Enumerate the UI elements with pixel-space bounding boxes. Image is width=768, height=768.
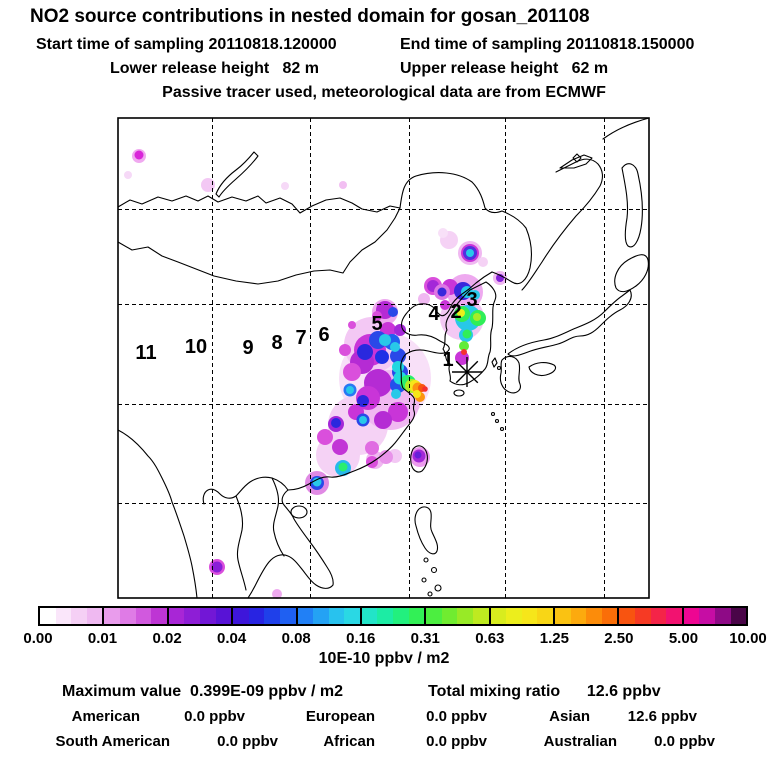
- colorbar-tick-label: 0.02: [152, 630, 182, 647]
- plume-blob: [281, 182, 289, 190]
- coastline-indochina: [248, 490, 333, 598]
- plume-blob: [365, 441, 379, 455]
- colorbar-cell: [602, 608, 618, 624]
- plume-blob: [339, 463, 348, 472]
- plume-blob: [339, 181, 347, 189]
- colorbar-cell: [264, 608, 280, 624]
- colorbar-tick-label: 0.31: [410, 630, 440, 647]
- plume-blob: [375, 350, 389, 364]
- total-mixing-ratio-text: Total mixing ratio 12.6 ppbv: [428, 683, 661, 700]
- colorbar-tick-label: 0.08: [281, 630, 311, 647]
- coastline-russia-top: [603, 118, 649, 139]
- colorbar: [38, 606, 748, 626]
- plume-blob: [466, 249, 474, 257]
- colorbar-cell: [715, 608, 731, 624]
- trajectory-marker-5: 5: [371, 313, 383, 335]
- colorbar-cell: [377, 608, 393, 624]
- colorbar-tick-label: 5.00: [668, 630, 699, 647]
- region-value-australian: 0.0 ppbv: [654, 733, 715, 750]
- trajectory-marker-1: 1: [442, 349, 454, 371]
- colorbar-cell: [344, 608, 360, 624]
- colorbar-tick-label: 10.00: [729, 630, 767, 647]
- region-value-african: 0.0 ppbv: [426, 733, 487, 750]
- colorbar-cell: [120, 608, 136, 624]
- plume-blob: [438, 288, 447, 297]
- trajectory-marker-2: 2: [450, 301, 462, 323]
- trajectory-marker-11: 11: [135, 342, 157, 364]
- island-dot: [428, 592, 432, 596]
- island-jeju: [454, 390, 464, 396]
- colorbar-cell: [360, 608, 378, 624]
- colorbar-tick-label: 1.25: [539, 630, 569, 647]
- colorbar-cell: [409, 608, 425, 624]
- plume-blob: [359, 416, 367, 424]
- upper-release-text: Upper release height 62 m: [400, 60, 609, 77]
- region-value-asian: 12.6 ppbv: [627, 708, 697, 725]
- region-label-african: African: [323, 733, 375, 750]
- island-dot: [424, 558, 428, 562]
- plume-blob: [438, 228, 448, 238]
- colorbar-tick-label: 2.50: [604, 630, 634, 647]
- trajectory-marker-4: 4: [428, 303, 440, 325]
- colorbar-cell: [313, 608, 329, 624]
- plume-blob: [473, 313, 481, 321]
- colorbar-cell: [424, 608, 442, 624]
- plume-blob: [124, 171, 132, 179]
- colorbar-tick-label: 0.04: [217, 630, 247, 647]
- plume-blob: [317, 429, 333, 445]
- plume-blob: [392, 361, 404, 373]
- plume-blob: [212, 562, 223, 573]
- coastline-amur: [400, 173, 531, 284]
- island-honshu: [508, 290, 631, 356]
- island-dot: [422, 578, 426, 582]
- border-seasia-3: [272, 478, 284, 556]
- region-label-australian: Australian: [543, 733, 617, 750]
- island-hainan: [291, 506, 307, 518]
- island-dot: [435, 585, 441, 591]
- island-kyushu: [500, 356, 520, 392]
- trajectory-marker-8: 8: [271, 332, 283, 354]
- colorbar-cell: [296, 608, 314, 624]
- colorbar-cell: [473, 608, 489, 624]
- colorbar-cell: [249, 608, 265, 624]
- plume-blob: [339, 344, 351, 356]
- trajectory-marker-3: 3: [466, 289, 478, 311]
- colorbar-cell: [457, 608, 473, 624]
- colorbar-cell: [231, 608, 249, 624]
- plume-blob: [394, 324, 406, 336]
- coastline-okhotsk: [522, 159, 602, 290]
- region-value-european: 0.0 ppbv: [426, 708, 487, 725]
- colorbar-cell: [102, 608, 120, 624]
- island-dot: [496, 420, 499, 423]
- colorbar-cell: [442, 608, 458, 624]
- plume-blob: [135, 151, 144, 160]
- colorbar-cell: [329, 608, 345, 624]
- colorbar-cell: [682, 608, 700, 624]
- plume-blob: [379, 334, 391, 346]
- colorbar-cell: [666, 608, 682, 624]
- plume-blob: [332, 439, 348, 455]
- colorbar-cell: [537, 608, 553, 624]
- lake-baikal: [216, 152, 258, 197]
- lower-release-text: Lower release height 82 m: [110, 60, 319, 77]
- trajectory-marker-9: 9: [242, 337, 254, 359]
- plume-blob: [461, 349, 467, 355]
- colorbar-cell: [393, 608, 409, 624]
- colorbar-cell: [651, 608, 667, 624]
- island-luzon: [415, 507, 438, 554]
- colorbar-tick-label: 0.63: [475, 630, 505, 647]
- plume-blob: [357, 395, 369, 407]
- colorbar-cell: [553, 608, 571, 624]
- colorbar-tick-label: 0.00: [23, 630, 53, 647]
- colorbar-tick-label: 0.01: [87, 630, 118, 647]
- colorbar-cell: [586, 608, 602, 624]
- region-label-american: American: [71, 708, 140, 725]
- colorbar-cell: [506, 608, 522, 624]
- plume-blob: [390, 342, 400, 352]
- maximum-value-text: Maximum value 0.399E-09 ppbv / m2: [62, 683, 344, 700]
- plume-blob: [478, 257, 488, 267]
- trajectory-marker-7: 7: [295, 327, 307, 349]
- plume-blob: [343, 363, 361, 381]
- island-dot: [501, 428, 504, 431]
- region-label-european: European: [305, 708, 375, 725]
- colorbar-cell: [699, 608, 715, 624]
- colorbar-cell: [635, 608, 651, 624]
- colorbar-cell: [136, 608, 152, 624]
- region-label-asian: Asian: [549, 708, 590, 725]
- island-dot: [498, 367, 501, 370]
- coastline-mongolia-south: [118, 208, 400, 284]
- island-shikoku: [529, 363, 556, 376]
- region-value-south-american: 0.0 ppbv: [217, 733, 278, 750]
- plume-blob: [415, 452, 422, 459]
- plume-blob: [357, 344, 373, 360]
- colorbar-cell: [617, 608, 635, 624]
- island-hokkaido: [615, 255, 649, 292]
- colorbar-ticks: [0, 630, 768, 648]
- plume-blob: [388, 307, 398, 317]
- plume-blob: [313, 478, 322, 487]
- colorbar-cell: [184, 608, 200, 624]
- plume-blob: [374, 411, 392, 429]
- start-time-text: Start time of sampling 20110818.120000: [36, 36, 337, 53]
- colorbar-cell: [489, 608, 507, 624]
- plume-blob: [463, 330, 472, 339]
- colorbar-cell: [280, 608, 296, 624]
- colorbar-cell: [522, 608, 538, 624]
- plume-blob: [422, 386, 428, 392]
- colorbar-cell: [571, 608, 587, 624]
- colorbar-cell: [200, 608, 216, 624]
- colorbar-tick-label: 0.16: [346, 630, 376, 647]
- colorbar-cell: [87, 608, 103, 624]
- colorbar-cell: [216, 608, 232, 624]
- tracer-note-text: Passive tracer used, meteorological data are from ECMWF: [162, 84, 606, 101]
- plume-blob: [348, 321, 356, 329]
- region-value-american: 0.0 ppbv: [184, 708, 245, 725]
- plume-blob: [346, 386, 354, 394]
- colorbar-cell: [731, 608, 747, 624]
- colorbar-cell: [40, 608, 56, 624]
- colorbar-cell: [56, 608, 72, 624]
- coastline-myanmar: [118, 430, 197, 598]
- trajectory-marker-10: 10: [184, 336, 208, 358]
- colorbar-cell: [167, 608, 185, 624]
- island-dot: [492, 413, 495, 416]
- plot-title: NO2 source contributions in nested domain for gosan_201108: [30, 6, 590, 27]
- border-seasia-1: [203, 477, 288, 504]
- trajectory-marker-6: 6: [318, 324, 330, 346]
- border-seasia-2: [236, 496, 246, 590]
- end-time-text: End time of sampling 20110818.150000: [400, 36, 695, 53]
- region-label-south-american: South American: [55, 733, 170, 750]
- island-dot: [432, 568, 437, 573]
- island-sakhalin: [622, 164, 642, 247]
- plume-blob: [391, 389, 401, 399]
- colorbar-unit-label: 10E-10 ppbv / m2: [318, 650, 450, 667]
- island-tsushima: [492, 358, 497, 367]
- coastline-mongolia-north: [118, 196, 400, 213]
- colorbar-cell: [151, 608, 167, 624]
- colorbar-cell: [71, 608, 87, 624]
- plume-blob: [331, 418, 341, 428]
